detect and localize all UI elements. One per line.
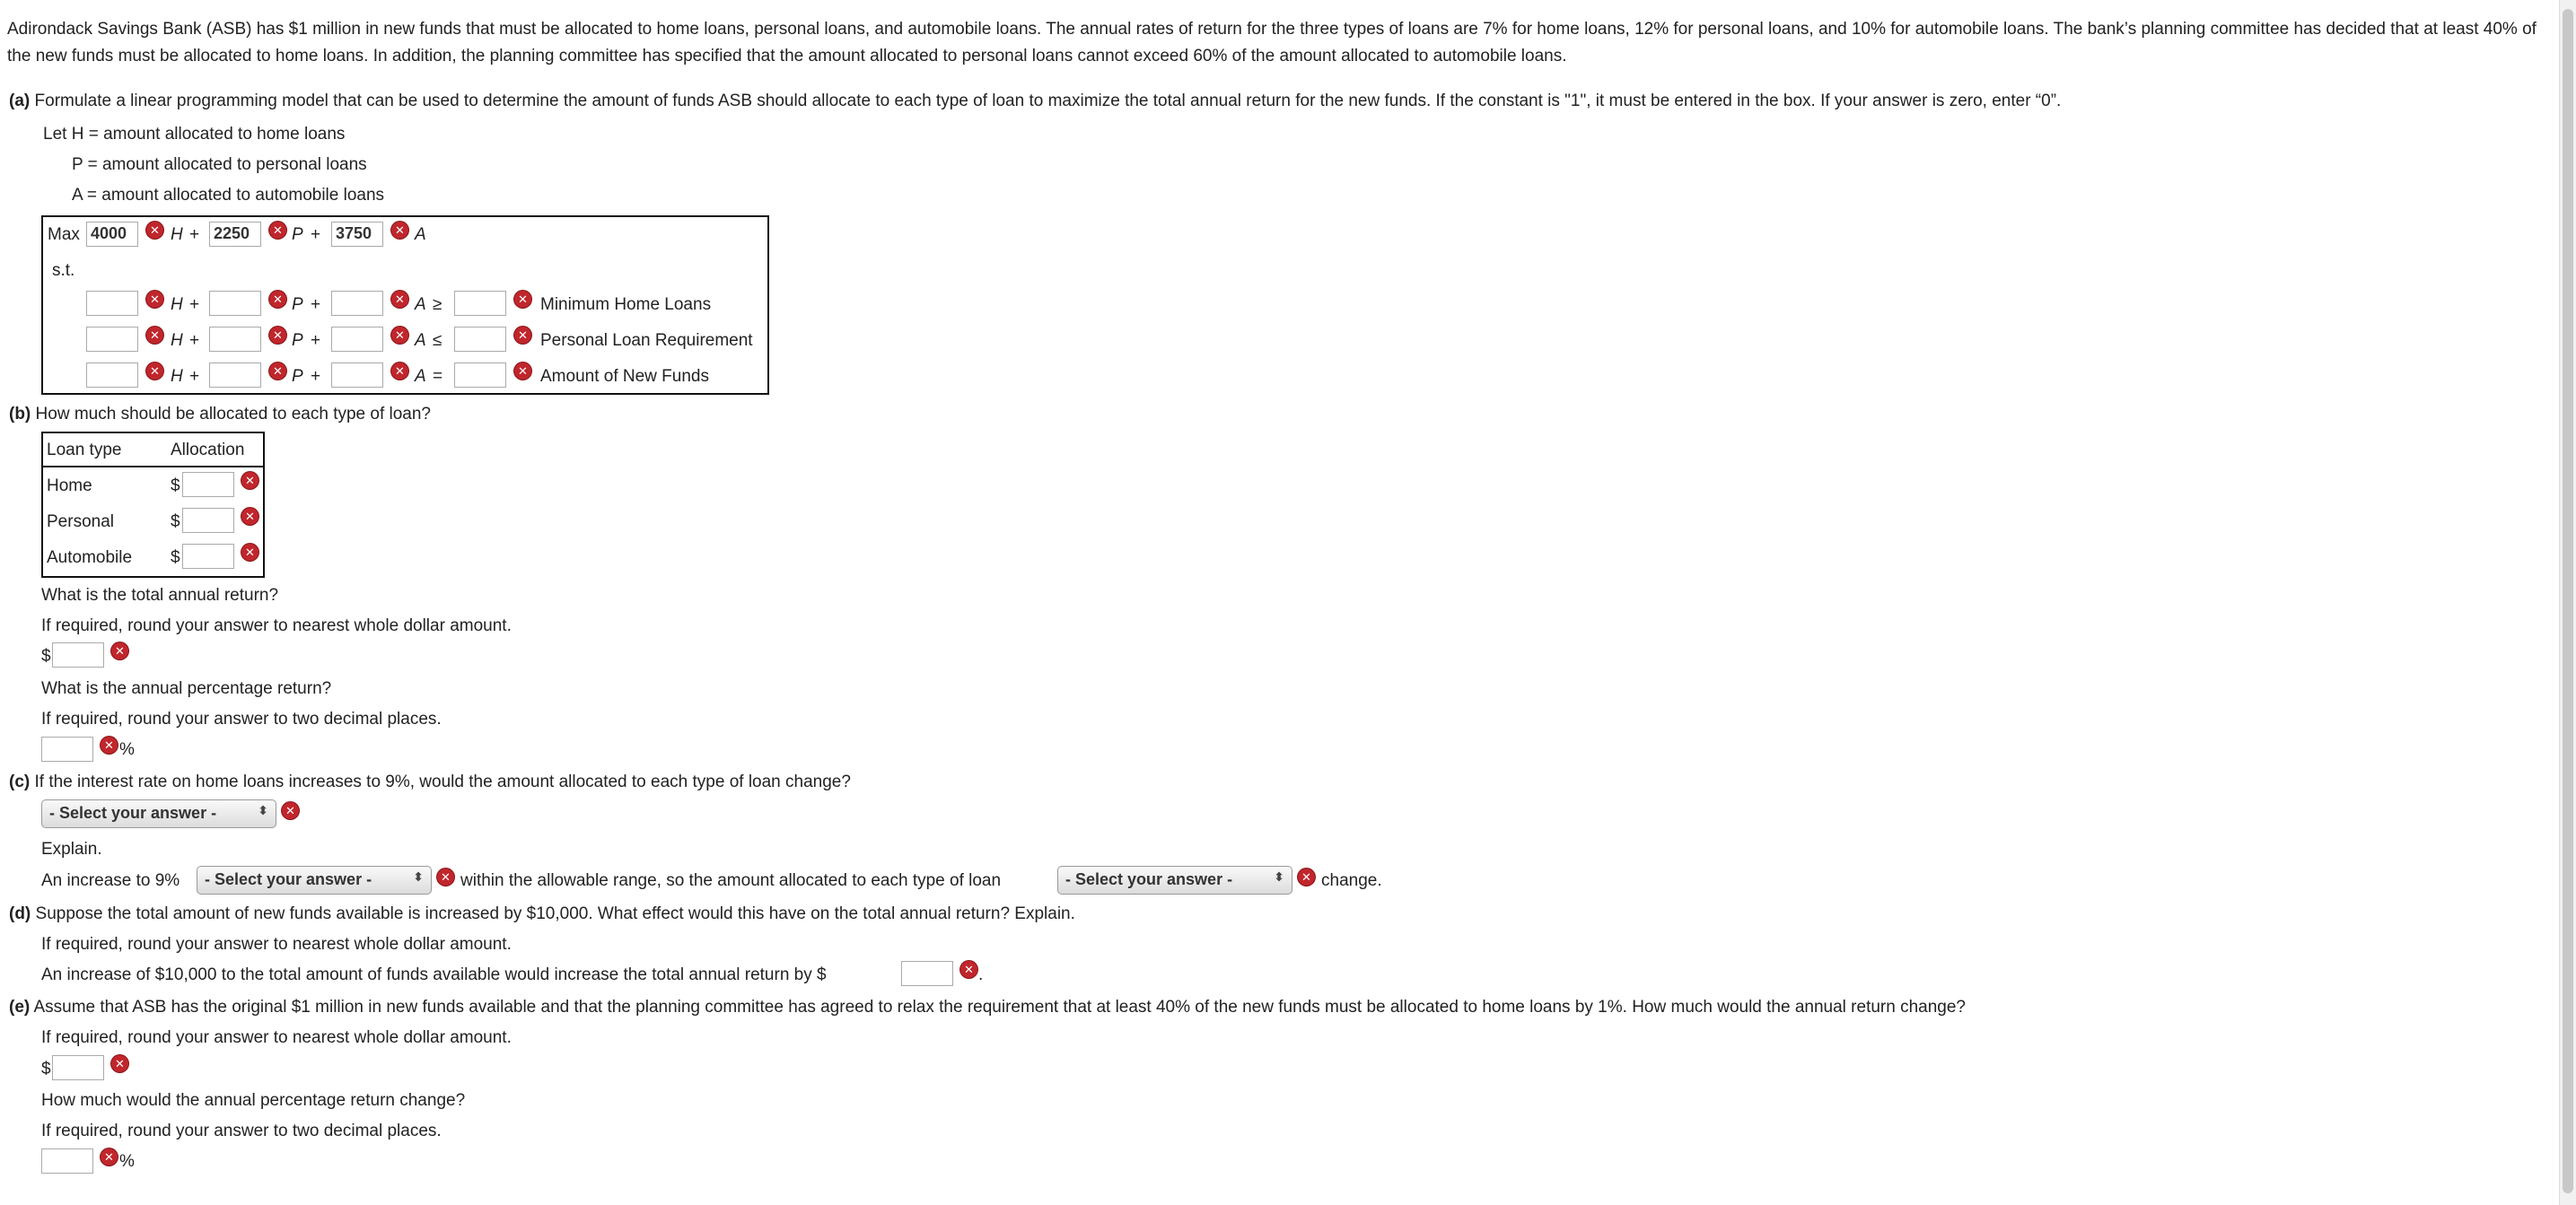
round-whole-note: If required, round your answer to nearest whole dollar amount. bbox=[41, 935, 512, 954]
wrong-answer-icon: ✕ bbox=[101, 1148, 118, 1166]
wrong-answer-icon: ✕ bbox=[960, 961, 977, 978]
part-b-prompt bbox=[9, 404, 431, 425]
explain-sentence-part3: change. bbox=[1321, 871, 1382, 890]
objective-h-coef-input[interactable]: 4000 bbox=[86, 222, 138, 247]
round-two-note: If required, round your answer to two decimal places. bbox=[41, 1122, 442, 1140]
automobile-allocation-input[interactable] bbox=[182, 544, 234, 569]
round-two-note: If required, round your answer to two decimal places. bbox=[41, 710, 442, 729]
plus-sign: + bbox=[189, 295, 200, 314]
updown-arrow-icon: ⬍ bbox=[413, 869, 424, 884]
c3-p-coef-input[interactable] bbox=[209, 362, 261, 388]
wrong-answer-icon: ✕ bbox=[111, 642, 128, 659]
scrollbar-thumb[interactable] bbox=[2563, 9, 2573, 1193]
wrong-answer-icon: ✕ bbox=[437, 869, 454, 886]
c3-sign: = bbox=[433, 367, 443, 386]
col-loan-type: Loan type bbox=[47, 441, 122, 459]
c1-h-coef-input[interactable] bbox=[86, 291, 138, 316]
personal-allocation-input[interactable] bbox=[182, 508, 234, 533]
pct-return-input[interactable] bbox=[41, 737, 93, 762]
plus-sign: + bbox=[311, 331, 321, 350]
row-personal: Personal bbox=[47, 512, 114, 531]
let-h: Let H = amount allocated to home loans bbox=[43, 125, 346, 144]
let-a: A = amount allocated to automobile loans bbox=[72, 186, 385, 205]
c1-rhs-input[interactable] bbox=[454, 291, 506, 316]
objective-p-coef-input[interactable]: 2250 bbox=[209, 222, 261, 247]
part-c-prompt bbox=[9, 772, 851, 793]
c1-p-coef-input[interactable] bbox=[209, 291, 261, 316]
wrong-answer-icon: ✕ bbox=[269, 362, 286, 380]
part-b-label: (b) bbox=[9, 405, 31, 423]
wrong-answer-icon: ✕ bbox=[146, 222, 163, 239]
var-a: A bbox=[415, 367, 426, 386]
table-header-divider bbox=[41, 466, 265, 467]
c3-rhs-input[interactable] bbox=[454, 362, 506, 388]
c2-h-coef-input[interactable] bbox=[86, 327, 138, 352]
wrong-answer-icon: ✕ bbox=[101, 737, 118, 754]
c1-a-coef-input[interactable] bbox=[331, 291, 383, 316]
wrong-answer-icon: ✕ bbox=[146, 327, 163, 344]
var-h: H bbox=[171, 225, 183, 244]
wrong-answer-icon: ✕ bbox=[241, 472, 258, 489]
c3-h-coef-input[interactable] bbox=[86, 362, 138, 388]
c1-label: Minimum Home Loans bbox=[540, 295, 712, 314]
explain-sentence-part1: An increase to 9% bbox=[41, 871, 180, 890]
wrong-answer-icon: ✕ bbox=[391, 327, 408, 344]
c2-rhs-input[interactable] bbox=[454, 327, 506, 352]
plus-sign: + bbox=[311, 367, 321, 386]
wrong-answer-icon: ✕ bbox=[269, 291, 286, 308]
c2-a-coef-input[interactable] bbox=[331, 327, 383, 352]
wrong-answer-icon: ✕ bbox=[514, 362, 531, 380]
part-c-text: If the interest rate on home loans increases to 9%, would the amount allocated to each type of loan change? bbox=[34, 773, 851, 791]
var-p: P bbox=[292, 331, 303, 350]
wrong-answer-icon: ✕ bbox=[241, 544, 258, 561]
problem-statement: Adirondack Savings Bank (ASB) has $1 million in new funds that must be allocated to home loans, personal loans, and automobile loans. The annual rates of return for the three types of loans are 7% for home loans, 12% for personal loans, and 10% for automobile loans. The bank’s planning committee has decided that at least 40% of the new funds must be allocated to home loans. In addition, the planning committee has specified that the amount allocated to personal loans cannot exceed 60% of the amount allocated to automobile loans. bbox=[7, 20, 2537, 65]
q-pct-change: How much would the annual percentage return change? bbox=[41, 1091, 466, 1110]
period: . bbox=[978, 965, 984, 984]
wrong-answer-icon: ✕ bbox=[391, 291, 408, 308]
dollar-sign: $ bbox=[41, 647, 51, 666]
c3-label: Amount of New Funds bbox=[540, 367, 709, 386]
dollar-sign: $ bbox=[171, 512, 180, 531]
part-d-text: Suppose the total amount of new funds available is increased by $10,000. What effect would this have on the total annual return? Explain. bbox=[35, 904, 1075, 923]
total-return-input[interactable] bbox=[52, 642, 104, 668]
var-a: A bbox=[415, 331, 426, 350]
select-value: - Select your answer - bbox=[1065, 870, 1233, 888]
wrong-answer-icon: ✕ bbox=[269, 222, 286, 239]
percent-sign: % bbox=[119, 740, 135, 759]
objective-a-coef-input[interactable]: 3750 bbox=[331, 222, 383, 247]
percent-sign: % bbox=[119, 1152, 135, 1171]
home-allocation-input[interactable] bbox=[182, 472, 234, 497]
part-d-label: (d) bbox=[9, 904, 31, 923]
c2-sign: ≤ bbox=[433, 331, 442, 350]
wrong-answer-icon: ✕ bbox=[514, 327, 531, 344]
part-e-prompt bbox=[9, 997, 1966, 1018]
select-value: - Select your answer - bbox=[49, 804, 217, 822]
var-a: A bbox=[415, 295, 426, 314]
part-a-label: (a) bbox=[9, 92, 31, 110]
explain-sentence-part2: within the allowable range, so the amount allocated to each type of loan bbox=[460, 871, 1002, 890]
q-pct-return: What is the annual percentage return? bbox=[41, 679, 332, 698]
dollar-sign: $ bbox=[171, 476, 180, 495]
plus-sign: + bbox=[189, 225, 200, 244]
st-label: s.t. bbox=[52, 261, 75, 280]
row-automobile: Automobile bbox=[47, 548, 133, 567]
would-change-select[interactable] bbox=[1057, 866, 1292, 895]
part-d-sentence: An increase of $10,000 to the total amount of funds available would increase the total annual return by $ bbox=[41, 965, 827, 984]
c2-p-coef-input[interactable] bbox=[209, 327, 261, 352]
wrong-answer-icon: ✕ bbox=[391, 362, 408, 380]
wrong-answer-icon: ✕ bbox=[241, 508, 258, 525]
dollar-sign: $ bbox=[171, 548, 180, 567]
change-answer-select[interactable] bbox=[41, 799, 276, 828]
q-total-return: What is the total annual return? bbox=[41, 586, 279, 605]
round-whole-note: If required, round your answer to nearest whole dollar amount. bbox=[41, 1028, 512, 1047]
pct-change-input[interactable] bbox=[41, 1148, 93, 1174]
var-h: H bbox=[171, 367, 183, 386]
range-answer-select[interactable] bbox=[197, 866, 432, 895]
annual-return-change-input[interactable] bbox=[52, 1055, 104, 1080]
plus-sign: + bbox=[189, 367, 200, 386]
explain-label: Explain. bbox=[41, 840, 102, 859]
col-allocation: Allocation bbox=[171, 441, 245, 459]
wrong-answer-icon: ✕ bbox=[514, 291, 531, 308]
wrong-answer-icon: ✕ bbox=[391, 222, 408, 239]
wrong-answer-icon: ✕ bbox=[111, 1055, 128, 1072]
let-p: P = amount allocated to personal loans bbox=[72, 155, 367, 174]
updown-arrow-icon: ⬍ bbox=[1274, 869, 1284, 884]
wrong-answer-icon: ✕ bbox=[269, 327, 286, 344]
wrong-answer-icon: ✕ bbox=[146, 291, 163, 308]
var-a: A bbox=[415, 225, 426, 244]
wrong-answer-icon: ✕ bbox=[1298, 869, 1315, 886]
var-p: P bbox=[292, 225, 303, 244]
c2-label: Personal Loan Requirement bbox=[540, 331, 753, 350]
updown-arrow-icon: ⬍ bbox=[258, 803, 268, 817]
c1-sign: ≥ bbox=[433, 295, 442, 314]
var-h: H bbox=[171, 295, 183, 314]
part-b-text: How much should be allocated to each type of loan? bbox=[35, 405, 431, 423]
part-e-label: (e) bbox=[9, 998, 31, 1017]
max-label: Max bbox=[48, 225, 80, 244]
plus-sign: + bbox=[311, 295, 321, 314]
part-e-text: Assume that ASB has the original $1 million in new funds available and that the planning committee has agreed to relax the requirement that at least 40% of the new funds must be allocated to home loans by 1%. How much would the annual return change? bbox=[33, 998, 1966, 1017]
round-whole-note: If required, round your answer to nearest whole dollar amount. bbox=[41, 616, 512, 635]
plus-sign: + bbox=[189, 331, 200, 350]
plus-sign: + bbox=[311, 225, 321, 244]
wrong-answer-icon: ✕ bbox=[282, 802, 299, 819]
select-value: - Select your answer - bbox=[205, 870, 372, 888]
dollar-sign: $ bbox=[41, 1060, 51, 1078]
part-a-text: Formulate a linear programming model that can be used to determine the amount of funds ASB should allocate to each type of loan to maximize the total annual return for the new funds. If the constant is "1", it must be entered in the box. If your answer is zero, enter “0”. bbox=[34, 92, 2062, 110]
vertical-scrollbar[interactable] bbox=[2559, 0, 2576, 1205]
part-a-prompt bbox=[9, 91, 2061, 112]
c3-a-coef-input[interactable] bbox=[331, 362, 383, 388]
row-home: Home bbox=[47, 476, 92, 495]
wrong-answer-icon: ✕ bbox=[146, 362, 163, 380]
part-d-prompt bbox=[9, 904, 1075, 925]
var-p: P bbox=[292, 295, 303, 314]
var-p: P bbox=[292, 367, 303, 386]
return-increase-input[interactable] bbox=[901, 961, 953, 986]
part-c-label: (c) bbox=[9, 773, 31, 791]
var-h: H bbox=[171, 331, 183, 350]
